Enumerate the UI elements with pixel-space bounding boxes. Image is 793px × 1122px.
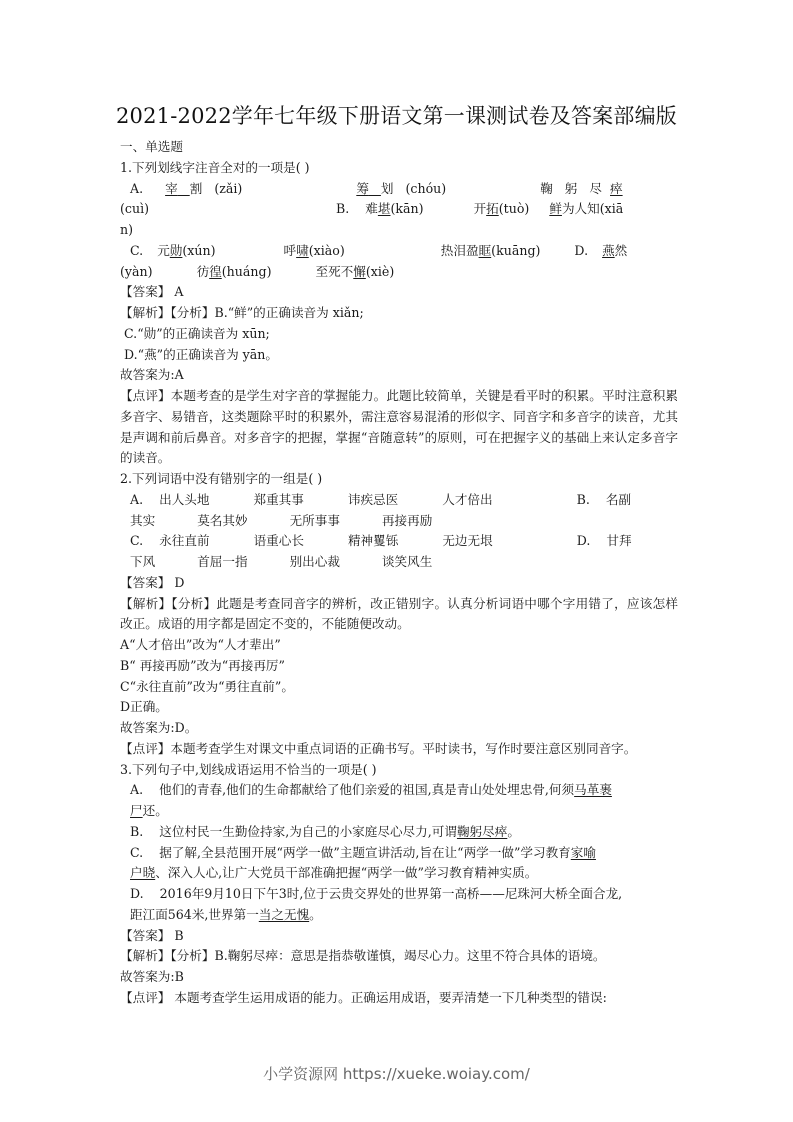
q2-option-d-cont: 下风 首屈一指 别出心裁 谈笑风生 — [130, 554, 433, 569]
q1-option-c-line: C. 元勋(xún) 呼啸(xiào) 热泪盈眶(kuāng) D. 燕然 — [130, 242, 628, 258]
q2-option-b-cont: 其实 莫名其妙 无所事事 再接再励 — [130, 512, 433, 528]
q1-analysis-1: 【解析】【分析】B.“鲜”的正确读音为 xiǎn; — [120, 305, 364, 320]
q1-analysis-2: C.“勋”的正确读音为 xūn; — [124, 325, 270, 341]
section-heading: 一、单选题 — [120, 139, 183, 154]
q1-option-a-label: A. — [130, 180, 144, 196]
q1-stem: 1.下列划线字注音全对的一项是( ) — [120, 159, 310, 175]
q1-option-d-cont: (yàn) 彷徨(huáng) 至死不懈(xiè) — [120, 263, 395, 279]
q3-final-answer: 故答案为:B — [120, 969, 184, 984]
q3-analysis: 【解析】【分析】B.鞠躬尽瘁：意思是指恭敬谨慎，竭尽心力。这里不符合具体的语境。 — [120, 948, 606, 964]
q1-option-b-cont: n) — [120, 222, 134, 237]
q1-option-d-label: D. — [574, 242, 589, 258]
q2-comment: 【点评】本题考查学生对课文中重点词语的正确书写。平时读书，写作时要注意区别同音字。 — [120, 740, 637, 756]
q2-stem: 2.下列词语中没有错别字的一组是( ) — [120, 471, 323, 486]
q3-answer: 【答案】 B — [120, 927, 184, 943]
q3-option-c-line: C. 据了解,全县范围开展“两学一做”主题宣讲活动,旨在让“两学一做”学习教育家喻 — [130, 844, 596, 860]
q1-a-underlined: 宰 — [165, 180, 178, 196]
q2-fix-a: A“人才倍出”改为“人才辈出” — [120, 637, 281, 652]
q3-option-d-cont: 距江面564米,世界第一当之无愧。 — [130, 906, 322, 922]
document-body — [120, 137, 678, 1009]
document-title: 2021-2022学年七年级下册语文第一课测试卷及答案部编版 — [116, 104, 677, 128]
q3-option-a-cont: 尸还。 — [130, 803, 168, 818]
footer-watermark: 小学资源网 https://xueke.woiay.com/ — [263, 1065, 530, 1083]
q1-option-c-label: C. — [130, 242, 144, 258]
q3-option-a-line: A. 他们的青春,他们的生命都献给了他们亲爱的祖国,真是青山处处埋忠骨,何须马革裹 — [130, 782, 612, 798]
q2-fix-c: C“永往直前”改为“勇往直前”。 — [120, 678, 294, 694]
q3-option-d-line: D. 2016年9月10日下午3时,位于云贵交界处的世界第一高桥——尼珠河大桥全面合龙, — [130, 886, 623, 901]
q1-option-a-line: A. 宰 割 (zǎi) 筹 划 (chóu) 鞠 躬 尽 瘁 — [130, 180, 623, 196]
q1-answer: 【答案】 A — [120, 284, 184, 300]
q1-comment: 【点评】本题考查的是学生对字音的掌握能力。此题比较简单，关键是看平时的积累。平时注意积累多音字、易错音，这类题除平时的积累外，需注意容易混淆的形似字、同音字和多音字的读音，尤其是声调和前后鼻音。对多音字的把握，掌握“音随意转”的原则，可在把握字义的基础上来认定多音字的读音。 — [120, 388, 678, 466]
q2-answer: 【答案】 D — [120, 574, 185, 590]
q1-analysis-3: D.“燕”的正确读音为 yān。 — [124, 346, 279, 362]
q2-option-c-line: C. 永往直前 语重心长 精神矍铄 无边无垠 D. 甘拜 — [130, 533, 632, 549]
q1-a-underlined-2: 筹 — [356, 180, 369, 196]
q1-option-b-label: B. — [336, 201, 350, 217]
q3-option-c-cont: 户晓、深入人心,让广大党员干部准确把握“两学一做”学习教育精神实质。 — [130, 865, 538, 881]
q2-fix-b: B“ 再接再励”改为“再接再厉” — [120, 657, 285, 673]
q1-final-answer: 故答案为:A — [120, 367, 184, 383]
q2-option-a-line: A. 出人头地 郑重其事 讳疾忌医 人才倍出 B. 名副 — [130, 491, 632, 507]
q1-option-a-b-line: (cuì) B. 难堪(kān) 开拓(tuò) 鲜为人知(xiā — [120, 201, 624, 217]
q2-fix-d: D正确。 — [120, 699, 168, 715]
q3-option-b-line: B. 这位村民一生勤俭持家,为自己的小家庭尽心尽力,可谓鞠躬尽瘁。 — [130, 823, 520, 839]
q2-analysis: 【解析】【分析】此题是考查同音字的辨析，改正错别字。认真分析词语中哪个字用错了，应该怎样改正。成语的用字都是固定不变的，不能随便改动。 — [120, 595, 678, 632]
q3-comment: 【点评】 本题考查学生运用成语的能力。正确运用成语，要弄清楚一下几种类型的错误: — [120, 989, 607, 1005]
q3-stem: 3.下列句子中,划线成语运用不恰当的一项是( ) — [120, 761, 377, 777]
q2-final-answer: 故答案为:D。 — [120, 720, 198, 735]
